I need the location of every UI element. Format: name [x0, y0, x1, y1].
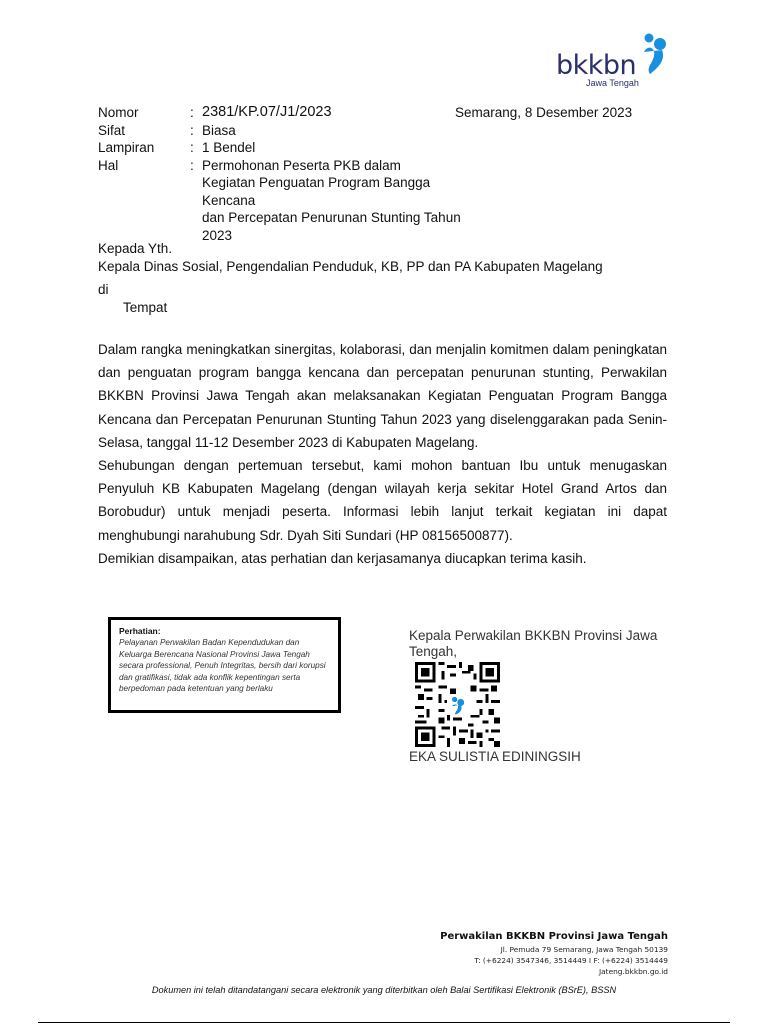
- meta-row-lampiran: [98, 139, 462, 157]
- logo-subtitle: Jawa Tengah: [586, 78, 639, 88]
- meta-row-nomor: [98, 104, 462, 122]
- body-paragraph-1: Dalam rangka meningkatkan sinergitas, kolaborasi, dan menjalin komitmen dalam peningkatan dan penguatan program bangga kencana dan percepatan penurunan stunting, Perwakilan BKKBN Provinsi Jawa Tengah akan melaksanakan Kegiatan Penguatan Program Bangga Kencana dan Percepatan Penurunan Stunting Tahun 2023 yang diselenggarakan pada Senin-Selasa, tanggal 11-12 Desember 2023 di Kabupaten Magelang.: [98, 342, 667, 450]
- meta-colon: :: [190, 105, 194, 120]
- meta-label: Hal: [98, 157, 119, 173]
- recipient: Kepala Dinas Sosial, Pengendalian Penduduk, KB, PP dan PA Kabupaten Magelang: [98, 259, 603, 274]
- meta-label: Sifat: [98, 122, 126, 138]
- date-value: 8 Desember 2023: [524, 105, 633, 120]
- meta-row-hal: [98, 157, 462, 245]
- logo-wordmark: bkkbn: [556, 50, 637, 81]
- letter-meta: [98, 104, 462, 244]
- meta-value: [202, 157, 462, 245]
- letter-body: [98, 338, 667, 570]
- footer-org: Perwakilan BKKBN Provinsi Jawa Tengah: [440, 931, 668, 942]
- signer-name: EKA SULISTIA EDININGSIH: [409, 749, 581, 764]
- recipient-at: di: [98, 282, 109, 297]
- hal-line-1: Permohonan Peserta PKB dalam: [202, 157, 401, 173]
- meta-colon: :: [190, 122, 194, 138]
- meta-colon: :: [190, 140, 194, 155]
- meta-colon: :: [190, 157, 194, 173]
- meta-label: Nomor: [98, 105, 139, 120]
- e-signature-disclaimer: Dokumen ini telah ditandatangani secara elektronik yang diterbitkan oleh Balai Sertifikasi Elektronik (BSrE), BSSN: [151, 985, 617, 995]
- integrity-notice-box: [108, 617, 341, 713]
- footer-web: Jateng.bkkbn.go.id: [598, 967, 668, 976]
- footer-phone: T: (+6224) 3547346, 3514449 I F: (+6224) 3514449: [474, 956, 668, 965]
- salutation: Kepada Yth.: [98, 241, 173, 256]
- meta-value: 2381/KP.07/J1/2023: [202, 104, 332, 120]
- meta-row-sifat: [98, 122, 462, 140]
- footer-contact: [440, 930, 668, 977]
- body-paragraph-3: Demikian disampaikan, atas perhatian dan kerjasamanya diucapkan terima kasih.: [98, 550, 587, 566]
- meta-value: 1 Bendel: [202, 140, 256, 155]
- date-city: Semarang,: [455, 105, 522, 120]
- logo-mark-icon: [636, 30, 682, 76]
- letter-date: [455, 105, 632, 120]
- recipient-place: Tempat: [123, 300, 168, 315]
- meta-value: Biasa: [202, 122, 236, 138]
- footer-address: Jl. Pemuda 79 Semarang, Jawa Tengah 50139: [500, 945, 668, 954]
- notice-title: Perhatian:: [119, 626, 161, 636]
- meta-label: Lampiran: [98, 140, 155, 155]
- hal-line-2: Kegiatan Penguatan Program Bangga Kencana: [202, 175, 431, 208]
- bkkbn-logo: [556, 30, 686, 90]
- notice-text: Pelayanan Perwakilan Badan Kependudukan dan Keluarga Berencana Nasional Provinsi Jawa Tengah secara professional, Penuh Integritas, bersih dari korupsi dan gratifikasi, tidak ada konflik kepentingan serta berpedoman pada ketentuan yang berlaku: [119, 638, 326, 694]
- footer-divider: [38, 1022, 730, 1023]
- body-paragraph-2: Sehubungan dengan pertemuan tersebut, kami mohon bantuan Ibu untuk menugaskan Penyuluh KB Kabupaten Magelang (dengan wilayah kerja sekitar Hotel Grand Artos dan Borobudur) untuk menjadi peserta. Informasi lebih lanjut terkait kegiatan ini dapat menghubungi narahubung Sdr. Dyah Siti Sundari (HP 08156500877).: [98, 458, 667, 543]
- signature-position: Kepala Perwakilan BKKBN Provinsi Jawa Tengah,: [409, 628, 658, 659]
- hal-line-3: dan Percepatan Penurunan Stunting Tahun 2023: [202, 210, 461, 243]
- qr-code-icon: [414, 662, 501, 747]
